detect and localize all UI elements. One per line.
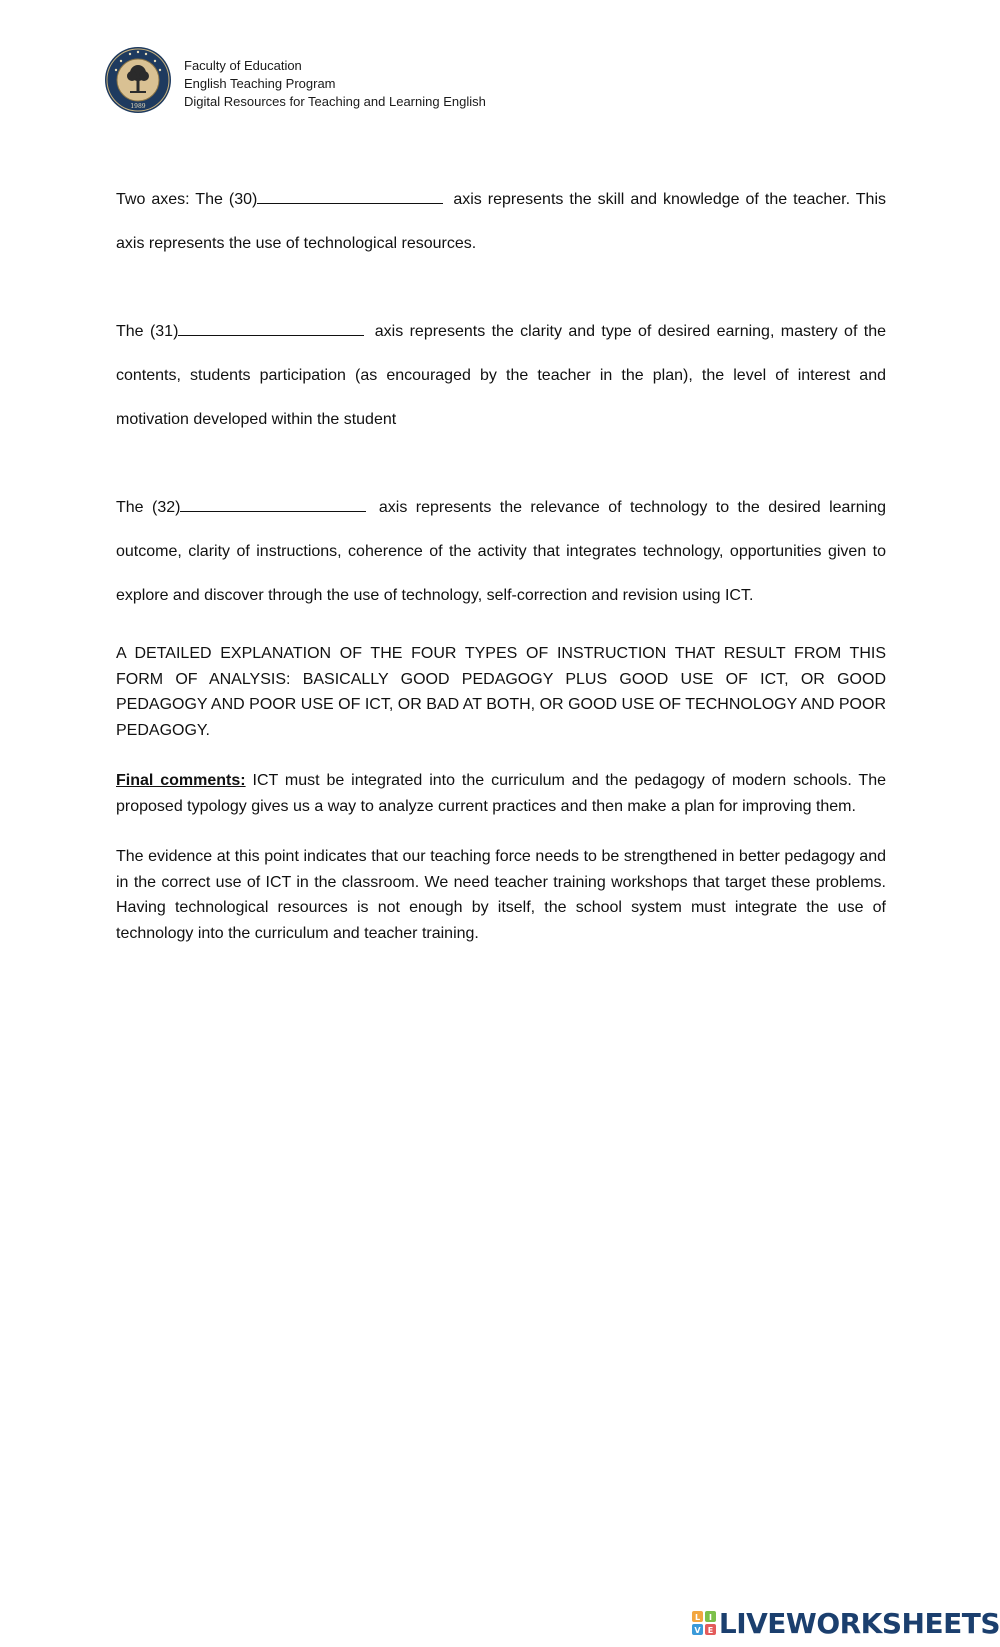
svg-text:I: I [708,1613,712,1622]
evidence-paragraph: The evidence at this point indicates that our teaching force needs to be strengthened in better pedagogy and in the correct use of ICT in the classroom. We need teacher training workshops that target these problems. Having technological resources is not enough by itself, the school system must integrate the use of technology into the curriculum and teacher training. [116,848,886,942]
paragraph-32-body: axis represents the relevance of technology to the desired learning outcome, clarity of instructions, coherence of the activity that integrates technology, opportunities given to explore and discover through the use of technology, self-correction and revision using ICT. [116,499,887,604]
paragraph-32 [116,486,886,618]
worksheet-body [116,178,886,946]
svg-text:V: V [694,1626,701,1635]
course-line: Digital Resources for Teaching and Learning English [184,94,486,109]
paragraph-32-lead: The (32) [116,499,181,516]
blank-32-input[interactable] [180,497,366,512]
seal-year: 1989 [130,103,146,110]
document-header [104,46,486,114]
header-text [184,57,486,111]
final-comments [116,768,886,819]
paragraph-30-body: axis represents the skill and knowledge of the teacher. This axis represents the use of technological resources. [116,191,886,252]
liveworksheets-wordmark: LIVEWORKSHEETS [718,1606,1000,1640]
final-comments-text: ICT must be integrated into the curriculum and the pedagogy of modern schools. The proposed typology gives us a way to analyze current practices and then make a plan for improving them. [116,772,886,815]
paragraph-31 [116,310,886,442]
final-comments-label: Final comments: [116,772,246,789]
svg-text:L: L [694,1613,700,1622]
liveworksheets-logo-icon [691,1610,717,1636]
program-line: English Teaching Program [184,76,336,91]
paragraph-31-lead: The (31) [116,323,179,340]
paragraph-31-body: axis represents the clarity and type of desired earning, mastery of the contents, students participation (as encouraged by the teacher in the plan), the level of interest and motivation developed within the student [116,323,887,428]
svg-text:E: E [707,1626,714,1635]
paragraph-30-lead: Two axes: The (30) [116,191,258,208]
university-seal-icon [104,46,172,114]
faculty-line: Faculty of Education [184,58,302,73]
blank-30-input[interactable] [257,189,443,204]
liveworksheets-brand[interactable] [691,1606,1000,1640]
blank-31-input[interactable] [178,321,364,336]
detailed-explanation: A DETAILED EXPLANATION OF THE FOUR TYPES OF INSTRUCTION THAT RESULT FROM THIS FORM OF ANALYSIS: BASICALLY GOOD PEDAGOGY PLUS GOOD USE OF ICT, OR GOOD PEDAGOGY AND POOR USE OF ICT, OR BAD AT BOTH, OR GOOD USE OF TECHNOLOGY AND POOR PEDAGOGY. [116,645,886,739]
paragraph-30 [116,178,886,266]
